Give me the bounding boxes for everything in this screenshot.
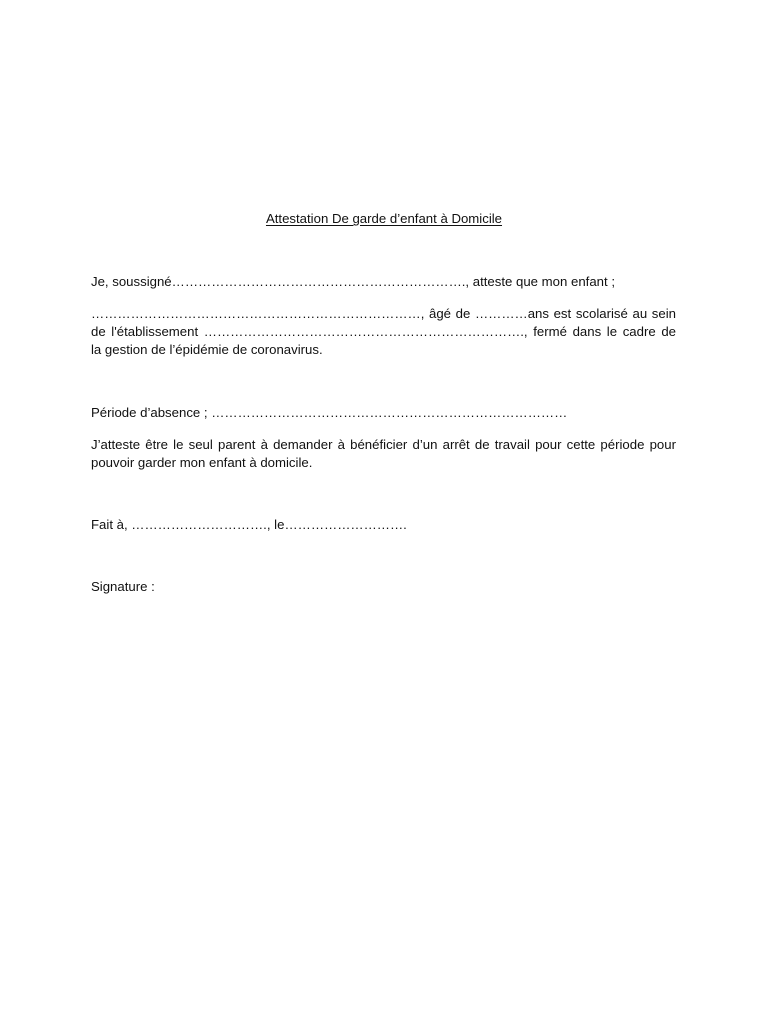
document-title: Attestation De garde d’enfant à Domicile [265,211,503,226]
absence-period-line: Période d’absence ; ……………………………………………………………………… [91,405,568,420]
attestation-paragraph: J’atteste être le seul parent à demander à bénéficier d’un arrêt de travail pour cette période pour pouvoir garder mon enfant à domicile. [91,437,676,470]
signature-line: Signature : [91,579,155,594]
place-date-line: Fait à, …………………………., le………………………. [91,517,407,532]
child-school-paragraph: …………………………………………………………………, âgé de …………ans est scolarisé au sein de l'établissement ………………………………………………………………., fermé dans le cadre de la gestion de l’épidémie de coronavirus. [91,306,676,357]
parent-declaration-line: Je, soussigné…………………………………………………………., atteste que mon enfant ; [91,274,615,289]
